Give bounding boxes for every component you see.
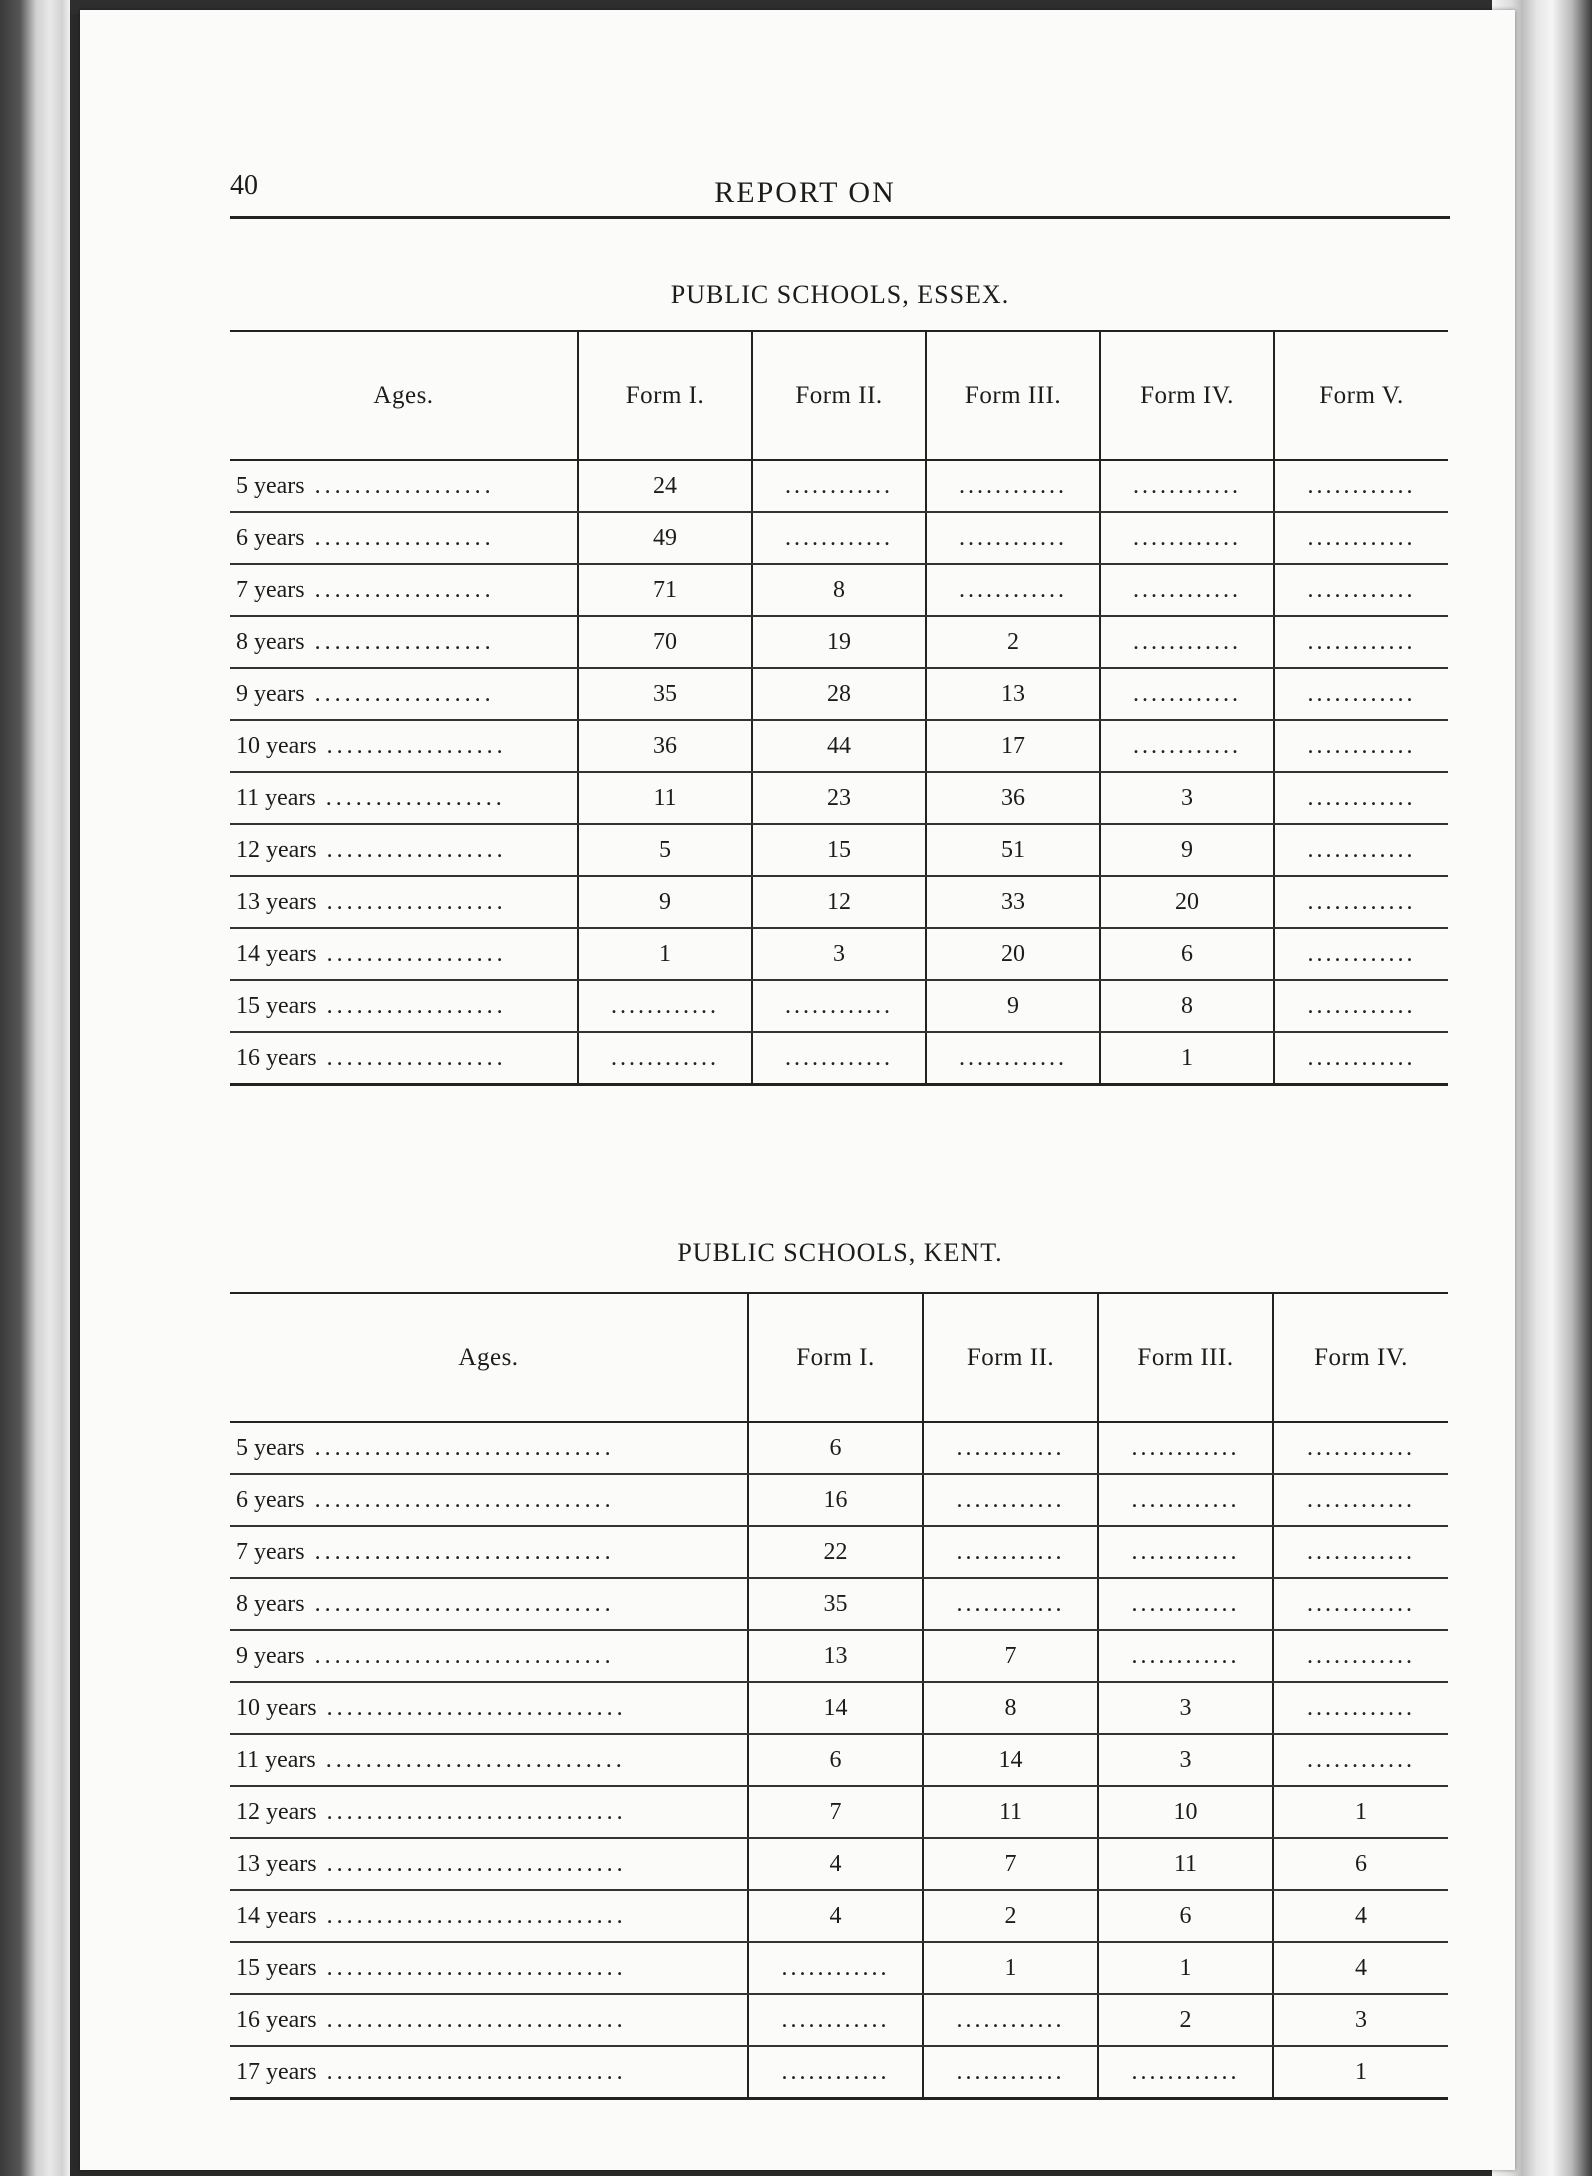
- empty-dot-leader: ............: [959, 472, 1067, 499]
- kent-header-row: [230, 1293, 1448, 1422]
- table-row: [230, 1838, 1448, 1890]
- value-cell: [1274, 876, 1448, 928]
- table-row: [230, 1890, 1448, 1942]
- value-cell: 1: [578, 928, 752, 980]
- empty-dot-leader: ............: [1307, 472, 1416, 499]
- age-cell: [230, 1786, 748, 1838]
- value-cell: 1: [1098, 1942, 1273, 1994]
- value-cell: 6: [748, 1422, 923, 1474]
- value-cell: [926, 1032, 1100, 1085]
- age-label: 6 years: [236, 1486, 305, 1513]
- empty-dot-leader: ............: [1307, 628, 1416, 655]
- column-header: Form II.: [923, 1293, 1098, 1422]
- value-cell: [578, 980, 752, 1032]
- value-cell: 7: [923, 1630, 1098, 1682]
- age-label: 9 years: [236, 680, 305, 707]
- book-left-edge: [0, 0, 70, 2176]
- essex-table-body: [230, 460, 1448, 1085]
- age-label: 5 years: [236, 472, 305, 499]
- age-cell: [230, 564, 578, 616]
- value-cell: 14: [748, 1682, 923, 1734]
- empty-dot-leader: ............: [959, 1044, 1067, 1071]
- table-row: [230, 668, 1448, 720]
- table-row: [230, 460, 1448, 512]
- age-label: 10 years: [236, 732, 317, 759]
- dot-leader: ..................: [316, 732, 507, 759]
- table-row: [230, 928, 1448, 980]
- value-cell: 3: [752, 928, 926, 980]
- page-header: [230, 162, 1450, 212]
- essex-header-row: [230, 331, 1448, 460]
- empty-dot-leader: ............: [956, 1434, 1065, 1461]
- value-cell: 9: [926, 980, 1100, 1032]
- value-cell: [748, 2046, 923, 2099]
- value-cell: [752, 512, 926, 564]
- age-label: 7 years: [236, 1538, 305, 1565]
- dot-leader: ..............................: [316, 1850, 627, 1877]
- value-cell: [923, 1422, 1098, 1474]
- empty-dot-leader: ............: [1307, 732, 1416, 759]
- empty-dot-leader: ............: [1133, 472, 1241, 499]
- dot-leader: ..............................: [316, 2058, 627, 2085]
- column-header: Form II.: [752, 331, 926, 460]
- value-cell: 35: [748, 1578, 923, 1630]
- table-row: [230, 720, 1448, 772]
- header-rule: [230, 216, 1450, 219]
- value-cell: [1100, 564, 1274, 616]
- dot-leader: ..............................: [304, 1434, 615, 1461]
- value-cell: 20: [926, 928, 1100, 980]
- age-label: 13 years: [236, 888, 317, 915]
- value-cell: [752, 980, 926, 1032]
- value-cell: 2: [926, 616, 1100, 668]
- value-cell: [1098, 1422, 1273, 1474]
- value-cell: [926, 564, 1100, 616]
- value-cell: 36: [578, 720, 752, 772]
- empty-dot-leader: ............: [1307, 1642, 1415, 1669]
- table-row: [230, 616, 1448, 668]
- value-cell: [1274, 772, 1448, 824]
- empty-dot-leader: ............: [956, 1590, 1065, 1617]
- dot-leader: ..................: [304, 472, 495, 499]
- dot-leader: ..............................: [316, 1954, 627, 1981]
- value-cell: [1100, 616, 1274, 668]
- age-cell: [230, 1942, 748, 1994]
- value-cell: 4: [748, 1838, 923, 1890]
- value-cell: [1273, 1682, 1448, 1734]
- empty-dot-leader: ............: [1307, 1434, 1415, 1461]
- value-cell: [1273, 1630, 1448, 1682]
- value-cell: [1098, 1474, 1273, 1526]
- column-header: Form III.: [926, 331, 1100, 460]
- age-label: 11 years: [236, 1746, 316, 1773]
- value-cell: [1100, 720, 1274, 772]
- age-label: 12 years: [236, 1798, 317, 1825]
- age-label: 14 years: [236, 940, 317, 967]
- table-row: [230, 1032, 1448, 1085]
- table-row: [230, 1526, 1448, 1578]
- value-cell: [1274, 720, 1448, 772]
- value-cell: [1100, 460, 1274, 512]
- dot-leader: ..................: [304, 680, 495, 707]
- value-cell: [1274, 824, 1448, 876]
- age-label: 8 years: [236, 1590, 305, 1617]
- document-page: [80, 10, 1515, 2170]
- value-cell: 12: [752, 876, 926, 928]
- age-cell: [230, 1422, 748, 1474]
- value-cell: [1100, 512, 1274, 564]
- age-cell: [230, 1032, 578, 1085]
- value-cell: 19: [752, 616, 926, 668]
- value-cell: 1: [1273, 1786, 1448, 1838]
- dot-leader: ..................: [316, 836, 507, 863]
- age-cell: [230, 772, 578, 824]
- empty-dot-leader: ............: [1133, 628, 1241, 655]
- value-cell: 4: [1273, 1942, 1448, 1994]
- kent-table-body: [230, 1422, 1448, 2099]
- column-header: Form IV.: [1100, 331, 1274, 460]
- value-cell: 2: [923, 1890, 1098, 1942]
- value-cell: [1273, 1526, 1448, 1578]
- table-row: [230, 1994, 1448, 2046]
- value-cell: 71: [578, 564, 752, 616]
- column-header: Ages.: [230, 331, 578, 460]
- dot-leader: ..................: [304, 576, 495, 603]
- value-cell: 2: [1098, 1994, 1273, 2046]
- value-cell: [1273, 1734, 1448, 1786]
- column-header: Form I.: [578, 331, 752, 460]
- value-cell: 44: [752, 720, 926, 772]
- dot-leader: ..............................: [316, 1798, 627, 1825]
- empty-dot-leader: ............: [781, 2006, 890, 2033]
- value-cell: 36: [926, 772, 1100, 824]
- age-cell: [230, 1682, 748, 1734]
- age-label: 15 years: [236, 1954, 317, 1981]
- age-cell: [230, 1578, 748, 1630]
- value-cell: 23: [752, 772, 926, 824]
- value-cell: 22: [748, 1526, 923, 1578]
- empty-dot-leader: ............: [1307, 1538, 1415, 1565]
- empty-dot-leader: ............: [785, 524, 893, 551]
- dot-leader: ..............................: [316, 1902, 627, 1929]
- table-row: [230, 824, 1448, 876]
- column-header: Ages.: [230, 1293, 748, 1422]
- value-cell: [1100, 668, 1274, 720]
- table-row: [230, 1734, 1448, 1786]
- column-header: Form III.: [1098, 1293, 1273, 1422]
- value-cell: [1274, 1032, 1448, 1085]
- value-cell: [752, 1032, 926, 1085]
- value-cell: 8: [1100, 980, 1274, 1032]
- age-cell: [230, 824, 578, 876]
- age-cell: [230, 2046, 748, 2099]
- value-cell: 20: [1100, 876, 1274, 928]
- value-cell: [923, 1994, 1098, 2046]
- value-cell: 51: [926, 824, 1100, 876]
- age-cell: [230, 1994, 748, 2046]
- value-cell: 24: [578, 460, 752, 512]
- column-header: Form I.: [748, 1293, 923, 1422]
- value-cell: 1: [1100, 1032, 1274, 1085]
- value-cell: 1: [1273, 2046, 1448, 2099]
- dot-leader: ..................: [316, 1044, 507, 1071]
- value-cell: [926, 512, 1100, 564]
- value-cell: 11: [1098, 1838, 1273, 1890]
- age-label: 9 years: [236, 1642, 305, 1669]
- value-cell: [923, 1526, 1098, 1578]
- age-cell: [230, 928, 578, 980]
- table-row: [230, 980, 1448, 1032]
- age-cell: [230, 616, 578, 668]
- value-cell: [1273, 1422, 1448, 1474]
- empty-dot-leader: ............: [1307, 992, 1416, 1019]
- value-cell: [1098, 1630, 1273, 1682]
- age-label: 16 years: [236, 1044, 317, 1071]
- empty-dot-leader: ............: [1131, 1538, 1240, 1565]
- table-row: [230, 1578, 1448, 1630]
- running-head: REPORT ON: [714, 176, 896, 209]
- empty-dot-leader: ............: [781, 1954, 890, 1981]
- empty-dot-leader: ............: [956, 1486, 1065, 1513]
- age-label: 12 years: [236, 836, 317, 863]
- empty-dot-leader: ............: [1307, 1486, 1415, 1513]
- value-cell: [1098, 1526, 1273, 1578]
- table-row: [230, 772, 1448, 824]
- empty-dot-leader: ............: [785, 472, 893, 499]
- empty-dot-leader: ............: [1307, 1746, 1415, 1773]
- empty-dot-leader: ............: [785, 1044, 893, 1071]
- value-cell: 6: [1098, 1890, 1273, 1942]
- value-cell: 3: [1100, 772, 1274, 824]
- kent-table-title: PUBLIC SCHOOLS, KENT.: [677, 1238, 1003, 1267]
- value-cell: 8: [752, 564, 926, 616]
- table-row: [230, 564, 1448, 616]
- age-label: 10 years: [236, 1694, 317, 1721]
- dot-leader: ..................: [315, 784, 506, 811]
- empty-dot-leader: ............: [1133, 576, 1241, 603]
- age-cell: [230, 1838, 748, 1890]
- age-cell: [230, 980, 578, 1032]
- value-cell: [1274, 668, 1448, 720]
- page-number: 40: [230, 170, 258, 201]
- dot-leader: ..................: [316, 940, 507, 967]
- table-row: [230, 1422, 1448, 1474]
- value-cell: [1274, 564, 1448, 616]
- value-cell: [923, 1474, 1098, 1526]
- age-label: 15 years: [236, 992, 317, 1019]
- table-row: [230, 1682, 1448, 1734]
- kent-table: [230, 1292, 1448, 2100]
- table-row: [230, 2046, 1448, 2099]
- value-cell: 35: [578, 668, 752, 720]
- empty-dot-leader: ............: [956, 2058, 1065, 2085]
- value-cell: 33: [926, 876, 1100, 928]
- value-cell: 10: [1098, 1786, 1273, 1838]
- empty-dot-leader: ............: [1307, 784, 1416, 811]
- value-cell: [1098, 2046, 1273, 2099]
- value-cell: 6: [1273, 1838, 1448, 1890]
- value-cell: [1273, 1474, 1448, 1526]
- value-cell: 49: [578, 512, 752, 564]
- empty-dot-leader: ............: [1131, 1486, 1240, 1513]
- value-cell: 3: [1098, 1682, 1273, 1734]
- dot-leader: ..................: [316, 992, 507, 1019]
- dot-leader: ..............................: [304, 1538, 615, 1565]
- age-label: 14 years: [236, 1902, 317, 1929]
- value-cell: 13: [926, 668, 1100, 720]
- age-cell: [230, 512, 578, 564]
- value-cell: 1: [923, 1942, 1098, 1994]
- value-cell: 7: [748, 1786, 923, 1838]
- dot-leader: ..................: [304, 628, 495, 655]
- empty-dot-leader: ............: [1307, 1044, 1416, 1071]
- empty-dot-leader: ............: [1133, 680, 1241, 707]
- age-label: 16 years: [236, 2006, 317, 2033]
- value-cell: 3: [1273, 1994, 1448, 2046]
- value-cell: 70: [578, 616, 752, 668]
- value-cell: 6: [1100, 928, 1274, 980]
- dot-leader: ..................: [316, 888, 507, 915]
- age-label: 8 years: [236, 628, 305, 655]
- empty-dot-leader: ............: [959, 576, 1067, 603]
- empty-dot-leader: ............: [956, 1538, 1065, 1565]
- value-cell: [1274, 980, 1448, 1032]
- value-cell: 5: [578, 824, 752, 876]
- value-cell: [923, 1578, 1098, 1630]
- dot-leader: ..............................: [304, 1642, 615, 1669]
- dot-leader: ..................: [304, 524, 495, 551]
- age-cell: [230, 720, 578, 772]
- value-cell: [748, 1942, 923, 1994]
- age-label: 6 years: [236, 524, 305, 551]
- empty-dot-leader: ............: [1307, 1590, 1415, 1617]
- age-cell: [230, 668, 578, 720]
- column-header: Form IV.: [1273, 1293, 1448, 1422]
- empty-dot-leader: ............: [1133, 732, 1241, 759]
- value-cell: 14: [923, 1734, 1098, 1786]
- value-cell: 11: [578, 772, 752, 824]
- value-cell: [1274, 512, 1448, 564]
- value-cell: 17: [926, 720, 1100, 772]
- empty-dot-leader: ............: [956, 2006, 1065, 2033]
- table-row: [230, 876, 1448, 928]
- value-cell: [926, 460, 1100, 512]
- value-cell: [748, 1994, 923, 2046]
- value-cell: 11: [923, 1786, 1098, 1838]
- empty-dot-leader: ............: [1133, 524, 1241, 551]
- value-cell: [1098, 1578, 1273, 1630]
- dot-leader: ..............................: [304, 1486, 615, 1513]
- table-row: [230, 1786, 1448, 1838]
- table-row: [230, 1474, 1448, 1526]
- value-cell: 8: [923, 1682, 1098, 1734]
- empty-dot-leader: ............: [1307, 680, 1416, 707]
- empty-dot-leader: ............: [1131, 2058, 1240, 2085]
- value-cell: 9: [578, 876, 752, 928]
- value-cell: 7: [923, 1838, 1098, 1890]
- empty-dot-leader: ............: [1307, 836, 1416, 863]
- age-cell: [230, 876, 578, 928]
- essex-table-title: PUBLIC SCHOOLS, ESSEX.: [670, 280, 1010, 309]
- value-cell: 9: [1100, 824, 1274, 876]
- age-label: 17 years: [236, 2058, 317, 2085]
- age-label: 11 years: [236, 784, 316, 811]
- empty-dot-leader: ............: [1131, 1434, 1240, 1461]
- value-cell: [1273, 1578, 1448, 1630]
- age-cell: [230, 1474, 748, 1526]
- age-cell: [230, 460, 578, 512]
- table-row: [230, 512, 1448, 564]
- value-cell: 4: [1273, 1890, 1448, 1942]
- value-cell: [752, 460, 926, 512]
- empty-dot-leader: ............: [959, 524, 1067, 551]
- value-cell: 4: [748, 1890, 923, 1942]
- empty-dot-leader: ............: [1131, 1642, 1240, 1669]
- age-cell: [230, 1630, 748, 1682]
- value-cell: 15: [752, 824, 926, 876]
- empty-dot-leader: ............: [1307, 524, 1416, 551]
- empty-dot-leader: ............: [1307, 888, 1416, 915]
- empty-dot-leader: ............: [1307, 576, 1416, 603]
- value-cell: 3: [1098, 1734, 1273, 1786]
- dot-leader: ..............................: [315, 1746, 626, 1773]
- empty-dot-leader: ............: [1307, 1694, 1415, 1721]
- empty-dot-leader: ............: [1131, 1590, 1240, 1617]
- age-label: 7 years: [236, 576, 305, 603]
- value-cell: 16: [748, 1474, 923, 1526]
- dot-leader: ..............................: [316, 1694, 627, 1721]
- column-header: Form V.: [1274, 331, 1448, 460]
- empty-dot-leader: ............: [1307, 940, 1416, 967]
- empty-dot-leader: ............: [785, 992, 893, 1019]
- value-cell: 6: [748, 1734, 923, 1786]
- value-cell: [923, 2046, 1098, 2099]
- dot-leader: ..............................: [316, 2006, 627, 2033]
- value-cell: [1274, 928, 1448, 980]
- age-cell: [230, 1526, 748, 1578]
- age-label: 13 years: [236, 1850, 317, 1877]
- age-label: 5 years: [236, 1434, 305, 1461]
- value-cell: 28: [752, 668, 926, 720]
- table-row: [230, 1630, 1448, 1682]
- value-cell: [1274, 460, 1448, 512]
- age-cell: [230, 1890, 748, 1942]
- table-row: [230, 1942, 1448, 1994]
- dot-leader: ..............................: [304, 1590, 615, 1617]
- empty-dot-leader: ............: [611, 1044, 719, 1071]
- value-cell: 13: [748, 1630, 923, 1682]
- age-cell: [230, 1734, 748, 1786]
- value-cell: [578, 1032, 752, 1085]
- empty-dot-leader: ............: [611, 992, 719, 1019]
- essex-table: [230, 330, 1448, 1086]
- empty-dot-leader: ............: [781, 2058, 890, 2085]
- value-cell: [1274, 616, 1448, 668]
